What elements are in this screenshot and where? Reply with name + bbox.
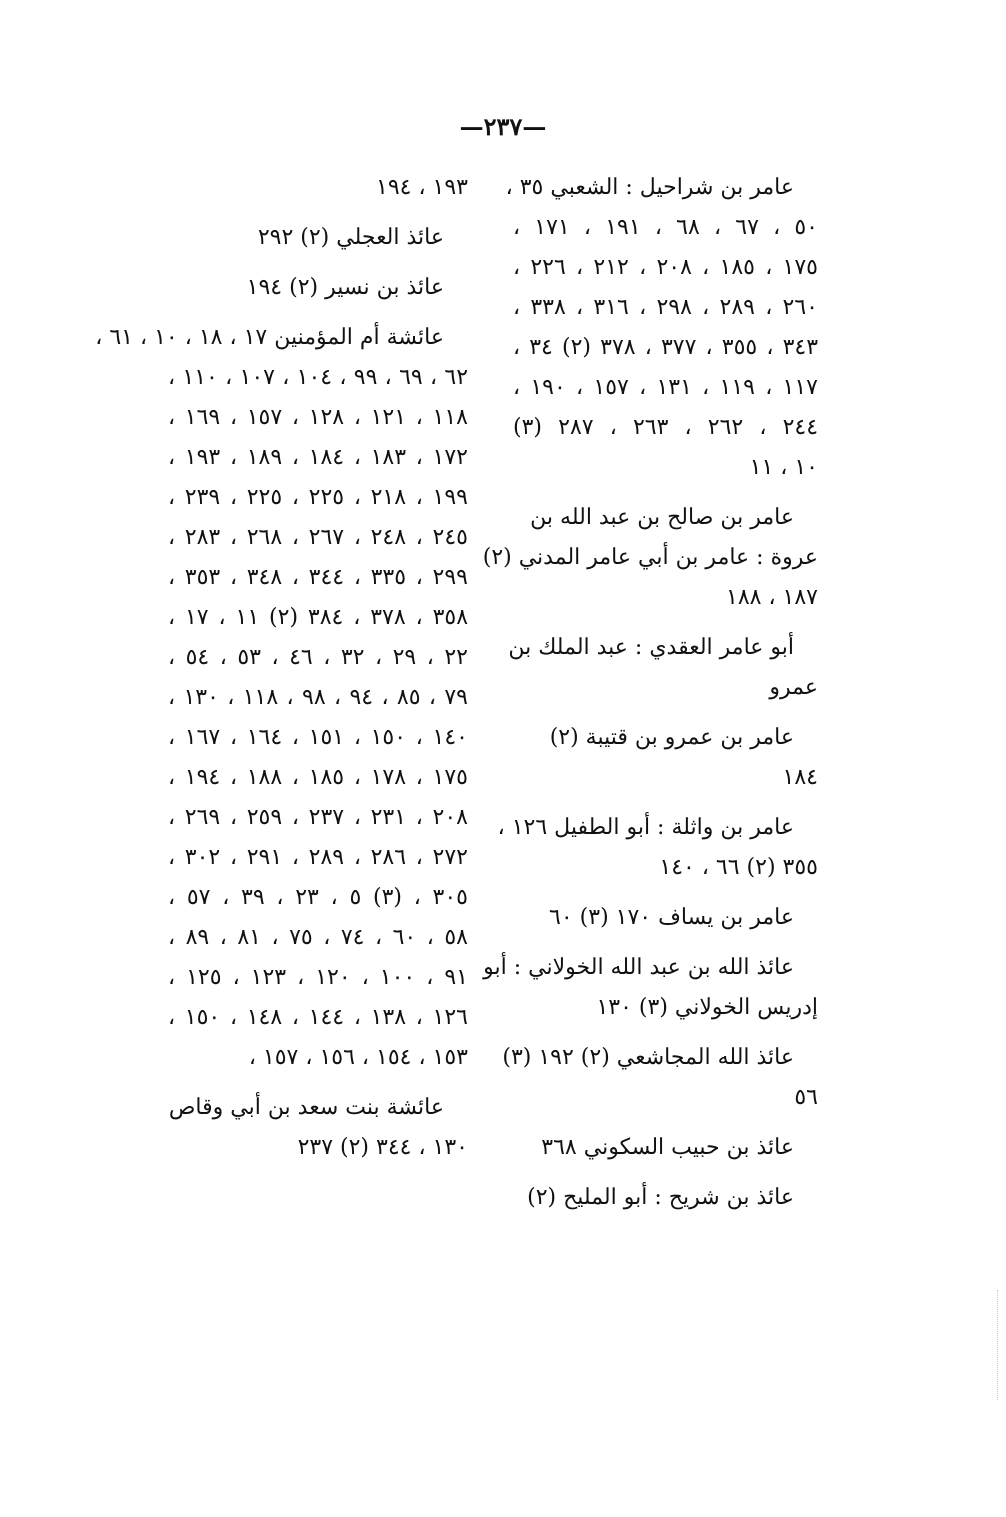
index-entry-line: ١٣٠ ، ٣٤٤ (٢) ٢٣٧	[297, 1135, 468, 1160]
index-entry-heading: عائشة بنت سعد بن أبي وقاص	[168, 1095, 444, 1120]
index-entry-heading: عائذ العجلي (٢) ٢٩٢	[257, 225, 444, 250]
entry-gap	[513, 618, 818, 628]
index-entry-heading: عائذ بن شريح : أبو المليح (٢)	[527, 1185, 794, 1210]
scan-edge-mark	[996, 1290, 998, 1400]
entry-gap	[168, 1078, 468, 1088]
index-entry-line: ١٧٥ ، ١٨٥ ، ٢٠٨ ، ٢١٢ ، ٢٢٦ ،	[513, 255, 818, 280]
index-entry-heading: عائذ الله بن عبد الله الخولاني : أبو	[483, 955, 794, 980]
index-entry-heading: عامر بن عمرو بن قتيبة (٢)	[549, 725, 794, 750]
index-entry-line: ٥٦	[794, 1085, 818, 1110]
entry-gap	[513, 938, 818, 948]
index-entry-line: ٣٥٨ ، ٣٧٨ ، ٣٨٤ (٢) ١١ ، ١٧ ،	[168, 605, 469, 630]
index-column-left	[95, 168, 469, 1168]
index-entry-line: ١٢٦ ، ١٣٨ ، ١٤٤ ، ١٤٨ ، ١٥٠ ،	[168, 1005, 468, 1030]
index-entry-heading: عامر بن شراحيل : الشعبي ٣٥ ،	[505, 175, 794, 200]
entry-gap	[168, 208, 468, 218]
index-entry-line: ٦٢ ، ٦٩ ، ٩٩ ، ١٠٤ ، ١٠٧ ، ١١٠ ،	[168, 365, 469, 390]
index-entry-line: ٢٠٨ ، ٢٣١ ، ٢٣٧ ، ٢٥٩ ، ٢٦٩ ،	[168, 805, 468, 830]
index-entry-line: ٢٤٤ ، ٢٦٢ ، ٢٦٣ ، ٢٨٧ (٣)	[513, 415, 819, 440]
index-entry-line: عمرو	[769, 675, 818, 700]
index-entry-line: ٢٢ ، ٢٩ ، ٣٢ ، ٤٦ ، ٥٣ ، ٥٤ ،	[168, 645, 468, 670]
index-entry-line: ١٧٥ ، ١٧٨ ، ١٨٥ ، ١٨٨ ، ١٩٤ ،	[168, 765, 468, 790]
index-entry-line: ١٠ ، ١١	[749, 455, 818, 480]
index-entry-line: إدريس الخولاني (٣) ١٣٠	[596, 995, 818, 1020]
entry-gap	[513, 1118, 818, 1128]
index-entry-line: ٢٩٩ ، ٣٣٥ ، ٣٤٤ ، ٣٤٨ ، ٣٥٣ ،	[168, 565, 468, 590]
entry-gap	[513, 888, 818, 898]
entry-gap	[168, 308, 468, 318]
index-entry-heading: عائذ الله المجاشعي (٢) ١٩٢ (٣)	[502, 1045, 794, 1070]
index-entry-line: ١٧٢ ، ١٨٣ ، ١٨٤ ، ١٨٩ ، ١٩٣ ،	[168, 445, 468, 470]
index-entry-line: ٢٤٥ ، ٢٤٨ ، ٢٦٧ ، ٢٦٨ ، ٢٨٣ ،	[168, 525, 468, 550]
entry-gap	[513, 708, 818, 718]
index-entry-line: ٩١ ، ١٠٠ ، ١٢٠ ، ١٢٣ ، ١٢٥ ،	[168, 965, 468, 990]
index-entry-line: ٣٤٣ ، ٣٥٥ ، ٣٧٧ ، ٣٧٨ (٢) ٣٤ ،	[513, 335, 819, 360]
entry-gap	[168, 258, 468, 268]
index-entry-line: ١٩٩ ، ٢١٨ ، ٢٢٥ ، ٢٢٥ ، ٢٣٩ ،	[168, 485, 468, 510]
index-entry-line: ١٨٧ ، ١٨٨	[726, 585, 818, 610]
index-entry-line: ٧٩ ، ٨٥ ، ٩٤ ، ٩٨ ، ١١٨ ، ١٣٠ ،	[168, 685, 468, 710]
index-entry-line: ١٨٤	[782, 765, 818, 790]
index-entry-line: ١١٧ ، ١١٩ ، ١٣١ ، ١٥٧ ، ١٩٠ ،	[513, 375, 818, 400]
index-entry-heading: عامر بن صالح بن عبد الله بن	[530, 505, 794, 530]
index-entry-line: ٥٠ ، ٦٧ ، ٦٨ ، ١٩١ ، ١٧١ ،	[513, 215, 818, 240]
index-entry-heading: أبو عامر العقدي : عبد الملك بن	[508, 635, 794, 660]
entry-gap	[513, 1028, 818, 1038]
index-entry-heading: عائشة أم المؤمنين ١٧ ، ١٨ ، ١٠ ، ٦١ ،	[95, 325, 444, 350]
index-entry-line: ٢٦٠ ، ٢٨٩ ، ٢٩٨ ، ٣١٦ ، ٣٣٨ ،	[513, 295, 818, 320]
index-entry-line: ١٥٣ ، ١٥٤ ، ١٥٦ ، ١٥٧ ،	[248, 1045, 468, 1070]
index-entry-line: عروة : عامر بن أبي عامر المدني (٢)	[482, 545, 818, 570]
index-entry-line: ٣٥٥ (٢) ٦٦ ، ١٤٠	[659, 855, 818, 880]
entry-gap	[513, 488, 818, 498]
index-entry-line: ٢٧٢ ، ٢٨٦ ، ٢٨٩ ، ٢٩١ ، ٣٠٢ ،	[168, 845, 468, 870]
page-number: —٢٣٧—	[459, 112, 547, 141]
entry-gap	[513, 798, 818, 808]
index-entry-heading: عامر بن يساف ١٧٠ (٣) ٦٠	[549, 905, 794, 930]
entry-gap	[513, 1168, 818, 1178]
index-entry-line: ١٩٣ ، ١٩٤	[376, 175, 468, 200]
index-entry-heading: عائذ بن حبيب السكوني ٣٦٨	[541, 1135, 794, 1160]
index-entry-line: ٣٠٥ ، (٣) ٥ ، ٢٣ ، ٣٩ ، ٥٧ ،	[168, 885, 468, 910]
index-entry-line: ٥٨ ، ٦٠ ، ٧٤ ، ٧٥ ، ٨١ ، ٨٩ ،	[168, 925, 468, 950]
index-entry-line: ١٤٠ ، ١٥٠ ، ١٥١ ، ١٦٤ ، ١٦٧ ،	[168, 725, 468, 750]
index-entry-line: ١١٨ ، ١٢١ ، ١٢٨ ، ١٥٧ ، ١٦٩ ،	[168, 405, 468, 430]
index-entry-heading: عائذ بن نسير (٢) ١٩٤	[246, 275, 444, 300]
index-entry-heading: عامر بن واثلة : أبو الطفيل ١٢٦ ،	[497, 815, 794, 840]
index-column-right	[482, 168, 819, 1218]
